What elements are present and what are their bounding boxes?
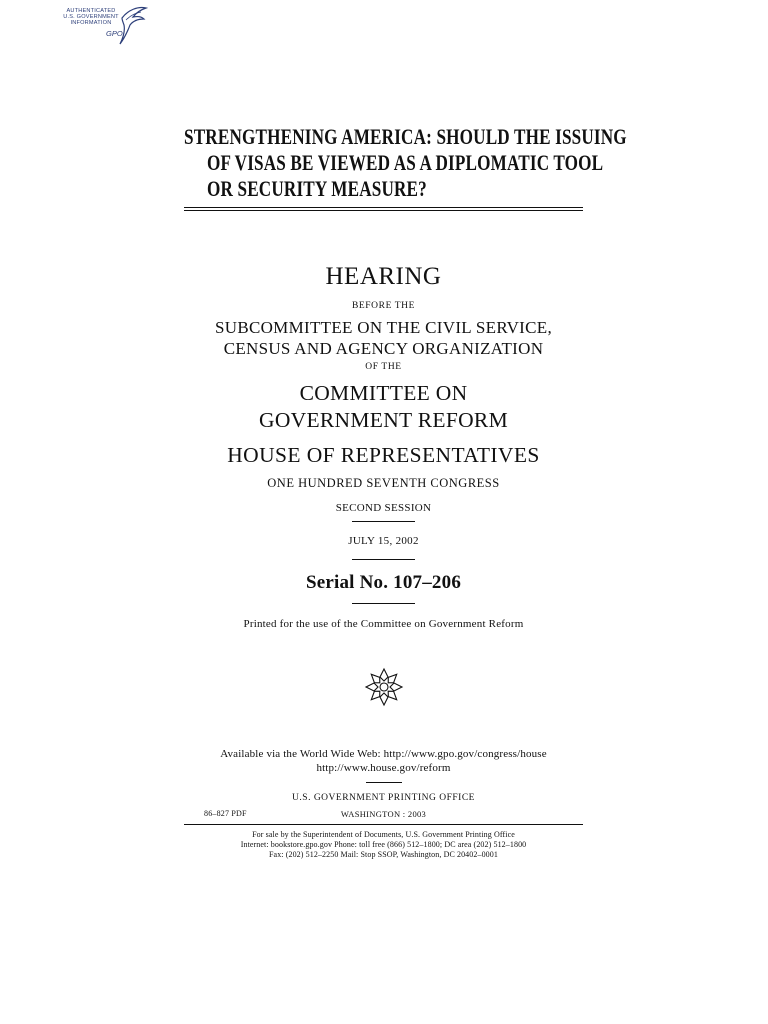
availability-rule bbox=[366, 782, 402, 783]
serial-number: Serial No. 107–206 bbox=[305, 572, 462, 593]
hearing-title-line-3: OR SECURITY MEASURE? bbox=[207, 176, 427, 201]
pdf-code: 86–827 PDF bbox=[204, 809, 247, 818]
committee-line-1: COMMITTEE ON bbox=[299, 381, 468, 405]
hearing-title-line-2: OF VISAS BE VIEWED AS A DIPLOMATIC TOOL bbox=[207, 150, 604, 175]
title-rule-bottom bbox=[184, 210, 583, 211]
printers-ornament-icon bbox=[363, 666, 405, 708]
printed-for-note: Printed for the use of the Committee on Government Reform bbox=[243, 618, 524, 630]
footer-rule bbox=[184, 824, 583, 825]
committee-line-2: GOVERNMENT REFORM bbox=[259, 408, 508, 432]
congress-number: ONE HUNDRED SEVENTH CONGRESS bbox=[267, 476, 500, 490]
sale-info-line-3: Fax: (202) 512–2250 Mail: Stop SSOP, Washington, DC 20402–0001 bbox=[269, 850, 498, 859]
washington-year: WASHINGTON : 2003 bbox=[340, 809, 427, 819]
sale-info-line-2: Internet: bookstore.gpo.gov Phone: toll free (866) 512–1800; DC area (202) 512–1800 bbox=[240, 840, 527, 849]
availability-line-1: Available via the World Wide Web: http://www.gpo.gov/congress/house bbox=[220, 748, 547, 760]
session-rule bbox=[352, 521, 415, 522]
logo-line-government: U.S. GOVERNMENT bbox=[63, 14, 119, 20]
subcommittee-line-2: CENSUS AND AGENCY ORGANIZATION bbox=[223, 339, 544, 358]
logo-gpo-text: GPO bbox=[106, 29, 123, 38]
logo-line-information: INFORMATION bbox=[70, 20, 112, 26]
serial-rule bbox=[352, 603, 415, 604]
house-of-representatives: HOUSE OF REPRESENTATIVES bbox=[227, 443, 540, 467]
title-rule-top bbox=[184, 207, 583, 208]
of-the-label: OF THE bbox=[365, 362, 402, 372]
logo-line-authenticated: AUTHENTICATED bbox=[66, 8, 116, 14]
date-rule bbox=[352, 559, 415, 560]
availability-line-2: http://www.house.gov/reform bbox=[316, 762, 451, 774]
hearing-title-line-1: STRENGTHENING AMERICA: SHOULD THE ISSUING bbox=[184, 124, 627, 149]
hearing-date: JULY 15, 2002 bbox=[348, 535, 419, 547]
session-label: SECOND SESSION bbox=[335, 502, 432, 514]
eagle-icon bbox=[116, 4, 148, 48]
sale-info-line-1: For sale by the Superintendent of Documents, U.S. Government Printing Office bbox=[252, 830, 515, 839]
hearing-heading: HEARING bbox=[325, 263, 442, 290]
subcommittee-line-1: SUBCOMMITTEE ON THE CIVIL SERVICE, bbox=[214, 318, 553, 337]
before-the-label: BEFORE THE bbox=[351, 301, 416, 311]
gpo-authentication-logo bbox=[56, 4, 148, 48]
printing-office-name: U.S. GOVERNMENT PRINTING OFFICE bbox=[292, 793, 475, 803]
